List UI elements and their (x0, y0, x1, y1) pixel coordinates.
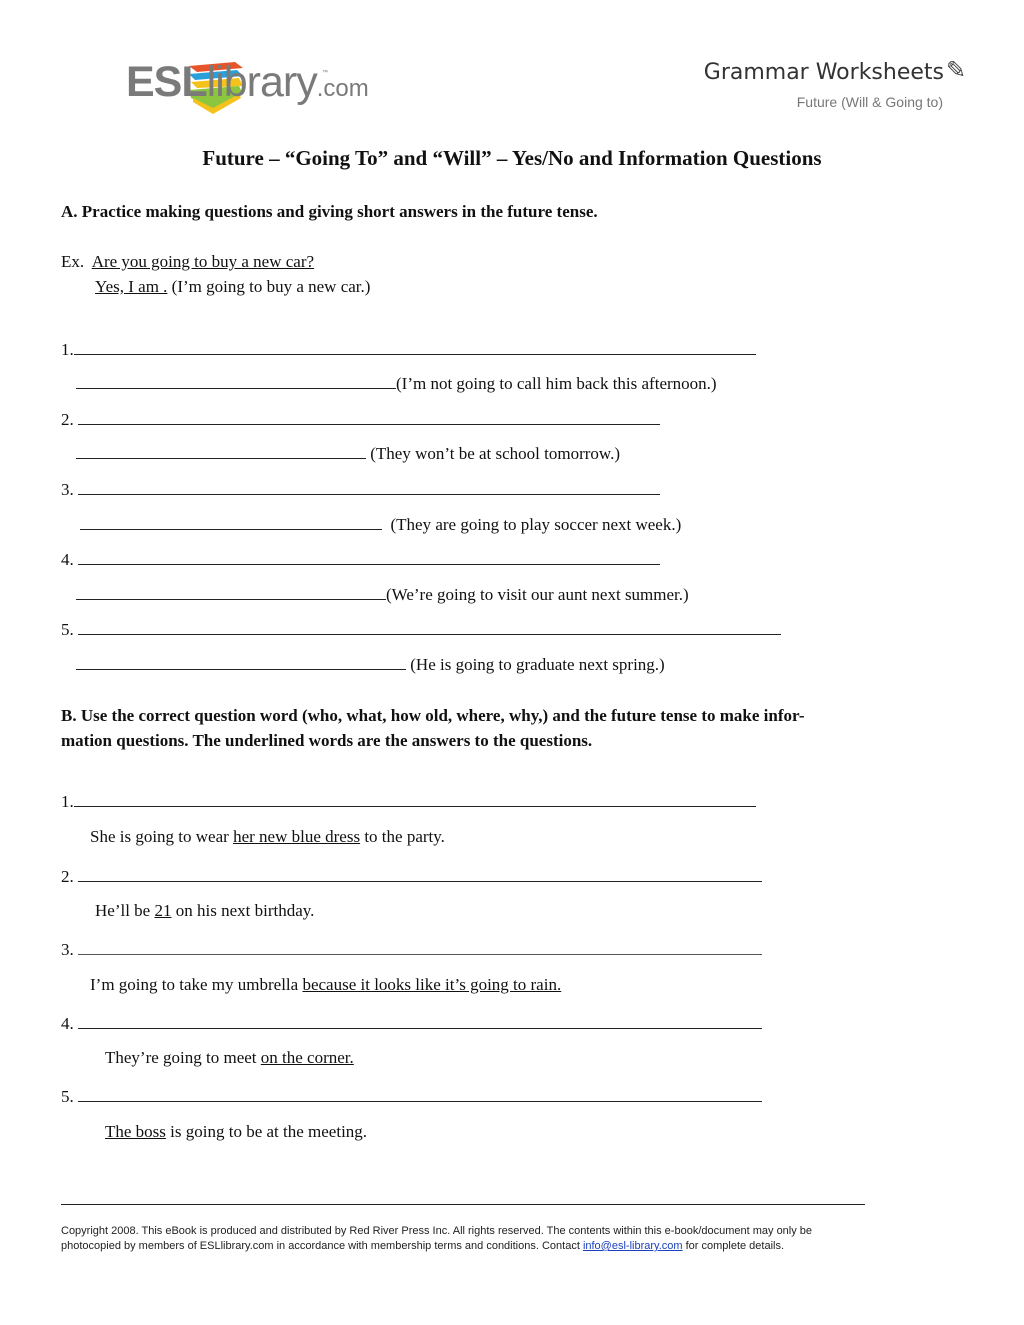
answer-blank[interactable] (80, 513, 382, 530)
item-hint: (I’m not going to call him back this afternoon.) (396, 374, 717, 393)
section-b-instruction-line-1: B. Use the correct question word (who, what, how old, where, why,) and the future tense to make infor- (61, 706, 805, 725)
a-item-4-question (61, 548, 660, 570)
answer-blank[interactable] (78, 618, 781, 635)
footer-text: for complete details. (682, 1240, 785, 1252)
answer-blank[interactable] (78, 938, 762, 955)
a-item-1-answer (76, 372, 717, 394)
item-number: 2. (61, 410, 74, 429)
item-number: 4. (61, 1014, 74, 1033)
underlined-answer: her new blue dress (233, 827, 361, 846)
a-item-5-question (61, 618, 781, 640)
item-hint: (They won’t be at school tomorrow.) (366, 444, 620, 463)
b-item-2-question (61, 865, 762, 887)
item-number: 4. (61, 550, 74, 569)
example-hint: (I’m going to buy a new car.) (167, 277, 371, 296)
b-item-3-answer (90, 975, 561, 995)
item-hint: (They are going to play soccer next week.) (382, 515, 682, 534)
b-item-5-question (61, 1085, 762, 1107)
logo-wordmark: ESLlibrary.com (126, 58, 369, 106)
answer-blank[interactable] (78, 548, 660, 565)
copyright-footer (61, 1224, 901, 1254)
a-item-1-question (61, 338, 756, 360)
answer-blank[interactable] (78, 865, 762, 882)
answer-blank[interactable] (74, 790, 756, 807)
header-subtitle: Future (Will & Going to) (796, 94, 943, 110)
b-item-4-question (61, 1012, 762, 1034)
answer-text: I’m going to take my umbrella (90, 975, 303, 994)
item-hint: (He is going to graduate next spring.) (406, 655, 665, 674)
b-item-1-answer (90, 827, 445, 847)
b-item-5-answer (105, 1122, 367, 1142)
answer-text: is going to be at the meeting. (165, 1122, 368, 1141)
a-item-2-question (61, 408, 660, 430)
answer-text: She is going to wear (90, 827, 234, 846)
item-number: 5. (61, 620, 74, 639)
a-item-3-question (61, 478, 660, 500)
a-item-5-answer (76, 653, 665, 675)
underlined-answer: The boss (105, 1122, 166, 1141)
a-item-2-answer (76, 442, 620, 464)
item-number: 3. (61, 480, 74, 499)
a-item-3-answer (80, 513, 681, 535)
footer-line-1: Copyright 2008. This eBook is produced and distributed by Red River Press Inc. All rights reserved. The contents within this e-book/document may only be (61, 1225, 813, 1237)
answer-blank[interactable] (76, 583, 386, 600)
example-question: Are you going to buy a new car? (91, 252, 315, 271)
answer-text: to the party. (360, 827, 445, 846)
section-a-instruction: A. Practice making questions and giving short answers in the future tense. (61, 202, 598, 221)
pencil-icon: ✎ (946, 56, 967, 84)
answer-blank[interactable] (76, 442, 366, 459)
example-label: Ex. (61, 252, 85, 271)
worksheet-title: Future – “Going To” and “Will” – Yes/No and Information Questions (202, 146, 822, 170)
item-number: 2. (61, 867, 74, 886)
answer-text: He’ll be (95, 901, 155, 920)
b-item-3-question (61, 938, 762, 960)
header-title: Grammar Worksheets (703, 60, 944, 85)
logo-trademark: ™ (322, 70, 328, 76)
answer-blank[interactable] (78, 478, 660, 495)
answer-blank[interactable] (78, 1012, 762, 1029)
answer-blank[interactable] (74, 338, 756, 355)
b-item-2-answer (95, 901, 314, 921)
example-question-line (61, 252, 314, 272)
underlined-answer: 21 (154, 901, 172, 920)
underlined-answer: on the corner. (260, 1048, 354, 1067)
footer-line-2 (61, 1239, 901, 1254)
a-item-4-answer (76, 583, 689, 605)
example-answer: Yes, I am . (95, 277, 168, 296)
item-hint: (We’re going to visit our aunt next summer.) (386, 585, 689, 604)
item-number: 3. (61, 940, 74, 959)
answer-blank[interactable] (76, 372, 396, 389)
footer-text: photocopied by members of ESLlibrary.com in accordance with membership terms and conditions. Contact (61, 1240, 583, 1252)
underlined-answer: because it looks like it’s going to rain. (302, 975, 562, 994)
section-b-instruction (61, 703, 961, 753)
answer-blank[interactable] (78, 408, 660, 425)
b-item-1-question (61, 790, 756, 812)
answer-blank[interactable] (78, 1085, 762, 1102)
b-item-4-answer (105, 1048, 354, 1068)
answer-text: on his next birthday. (171, 901, 315, 920)
example-answer-line (95, 277, 370, 297)
footer-divider (61, 1204, 865, 1205)
answer-blank[interactable] (76, 653, 406, 670)
item-number: 1. (61, 792, 74, 811)
item-number: 5. (61, 1087, 74, 1106)
contact-email-link[interactable]: info@esl-library.com (582, 1240, 683, 1252)
item-number: 1. (61, 340, 74, 359)
section-b-instruction-line-2: mation questions. The underlined words are the answers to the questions. (61, 731, 593, 750)
answer-text: They’re going to meet (105, 1048, 261, 1067)
